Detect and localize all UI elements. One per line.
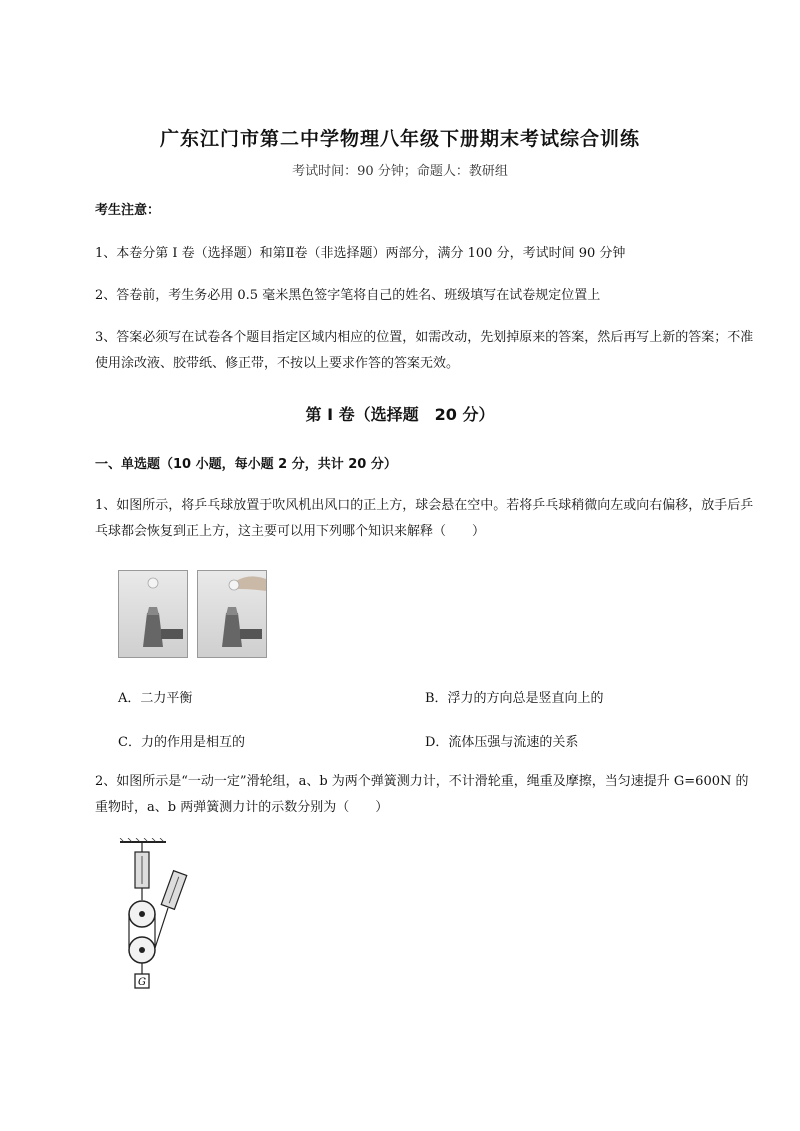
page-title: 广东江门市第二中学物理八年级下册期末考试综合训练 — [159, 128, 640, 150]
q1-option-d: D．流体压强与流速的关系 — [425, 735, 579, 750]
notice-item: 1、本卷分第 I 卷（选择题）和第Ⅱ卷（非选择题）两部分，满分 100 分，考试时间 90 分钟 — [95, 246, 626, 261]
notice-item: 3、答案必须写在试卷各个题目指定区域内相应的位置，如需改动，先划掉原来的答案，然后再写上新的答案；不准使用涂改液、胶带纸、修正带，不按以上要求作答的答案无效。 — [95, 330, 754, 371]
hair-dryer-photo-2 — [197, 570, 267, 658]
q1-option-b: B．浮力的方向总是竖直向上的 — [425, 691, 604, 706]
section-title: 第 I 卷（选择题 20 分） — [305, 405, 495, 424]
weight-label: G — [138, 977, 146, 988]
notice-heading: 考生注意： — [95, 203, 161, 218]
q1-option-a: A．二力平衡 — [118, 691, 193, 706]
question-1-text: 1、如图所示，将乒乓球放置于吹风机出风口的正上方，球会悬在空中。若将乒乓球稍微向左或向右偏移，放手后乒乓球都会恢复到正上方，这主要可以用下列哪个知识来解释（ ） — [95, 498, 754, 539]
page-subtitle: 考试时间：90 分钟；命题人：教研组 — [292, 164, 508, 179]
q1-option-c: C．力的作用是相互的 — [118, 735, 245, 750]
notice-item: 2、答卷前，考生务必用 0.5 毫米黑色签字笔将自己的姓名、班级填写在试卷规定位置上 — [95, 288, 601, 303]
hair-dryer-photo-1 — [118, 570, 188, 658]
pulley-system-diagram — [118, 838, 198, 994]
question-2-text: 2、如图所示是“一动一定”滑轮组，a、b 为两个弹簧测力计，不计滑轮重，绳重及摩擦，当匀速提升 G=600N 的重物时，a、b 两弹簧测力计的示数分别为（ ） — [95, 774, 749, 815]
part-heading: 一、单选题（10 小题，每小题 2 分，共计 20 分） — [95, 457, 397, 472]
